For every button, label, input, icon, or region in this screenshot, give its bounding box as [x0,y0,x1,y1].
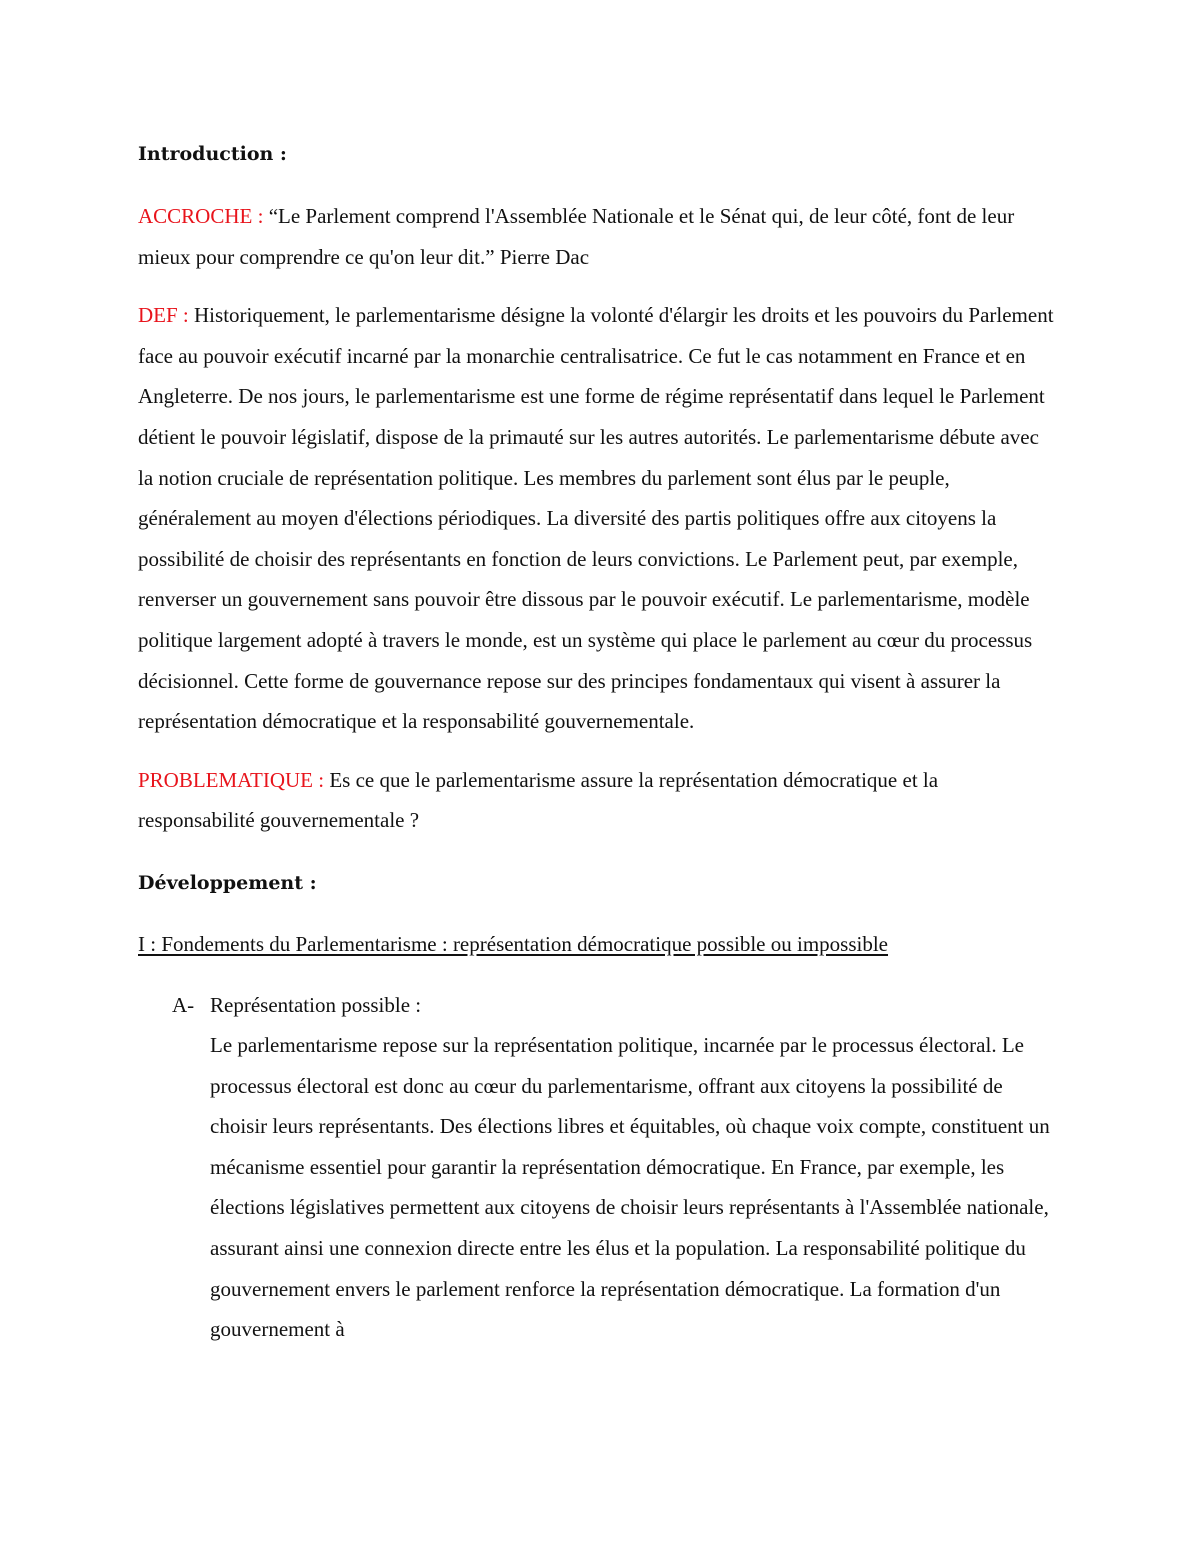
introduction-heading: Introduction : [138,143,287,165]
subsection-a-text: Le parlementarisme repose sur la représentation politique, incarnée par le processus électoral. Le processus électoral est donc au cœur du parlementarisme, offrant aux citoyens la possibilité de choisir leurs représentants. Des élections libres et équitables, où chaque voix compte, constituent un mécanisme essentiel pour garantir la représentation démocratique. En France, par exemple, les élections législatives permettent aux citoyens de choisir leurs représentants à l'Assemblée nationale, assurant ainsi une connexion directe entre les élus et la population. La responsabilité politique du gouvernement envers le parlement renforce la représentation démocratique. La formation d'un gouvernement à [210,1033,1050,1342]
problematique-text: Es ce que le parlementarisme assure la représentation démocratique et la responsabilité gouvernementale ? [138,767,939,833]
document-page [138,138,1058,1350]
accroche-label: ACCROCHE : [138,204,269,228]
definition-text: Historiquement, le parlementarisme désigne la volonté d'élargir les droits et les pouvoirs du Parlement face au pouvoir exécutif incarné par la monarchie centralisatrice. Ce fut le cas notamment en France et en Angleterre. De nos jours, le parlementarisme est une forme de régime représentatif dans lequel le Parlement détient le pouvoir législatif, dispose de la primauté sur les autres autorités. Le parlementarisme débute avec la notion cruciale de représentation politique. Les membres du parlement sont élus par le peuple, généralement au moyen d'élections périodiques. La diversité des partis politiques offre aux citoyens la possibilité de choisir des représentants en fonction de leurs convictions. Le Parlement peut, par exemple, renverser un gouvernement sans pouvoir être dissous par le pouvoir exécutif. Le parlementarisme, modèle politique largement adopté à travers le monde, est un système qui place le parlement au cœur du processus décisionnel. Cette forme de gouvernance repose sur des principes fondamentaux qui visent à assurer la représentation démocratique et la responsabilité gouvernementale. [138,303,1054,734]
accroche-paragraph [138,196,1058,277]
subsection-a-title: Représentation possible : [210,992,422,1017]
part-one-title [138,924,1058,965]
definition-label: DEF : [138,303,195,328]
definition-paragraph [138,295,1058,742]
problematique-label: PROBLEMATIQUE : [138,767,330,792]
accroche-text: “Le Parlement comprend l'Assemblée Nationale et le Sénat qui, de leur côté, font de leur mieux pour comprendre ce qu'on leur dit.” Pierre Dac [138,204,1015,269]
part-one-title-text: I : Fondements du Parlementarisme : représentation démocratique possible ou impossible [138,931,889,956]
subsection-a-letter: A- [172,992,195,1017]
subsection-a-heading [138,985,1058,1026]
development-heading: Développement : [138,871,317,894]
problematique-paragraph [138,760,1058,841]
